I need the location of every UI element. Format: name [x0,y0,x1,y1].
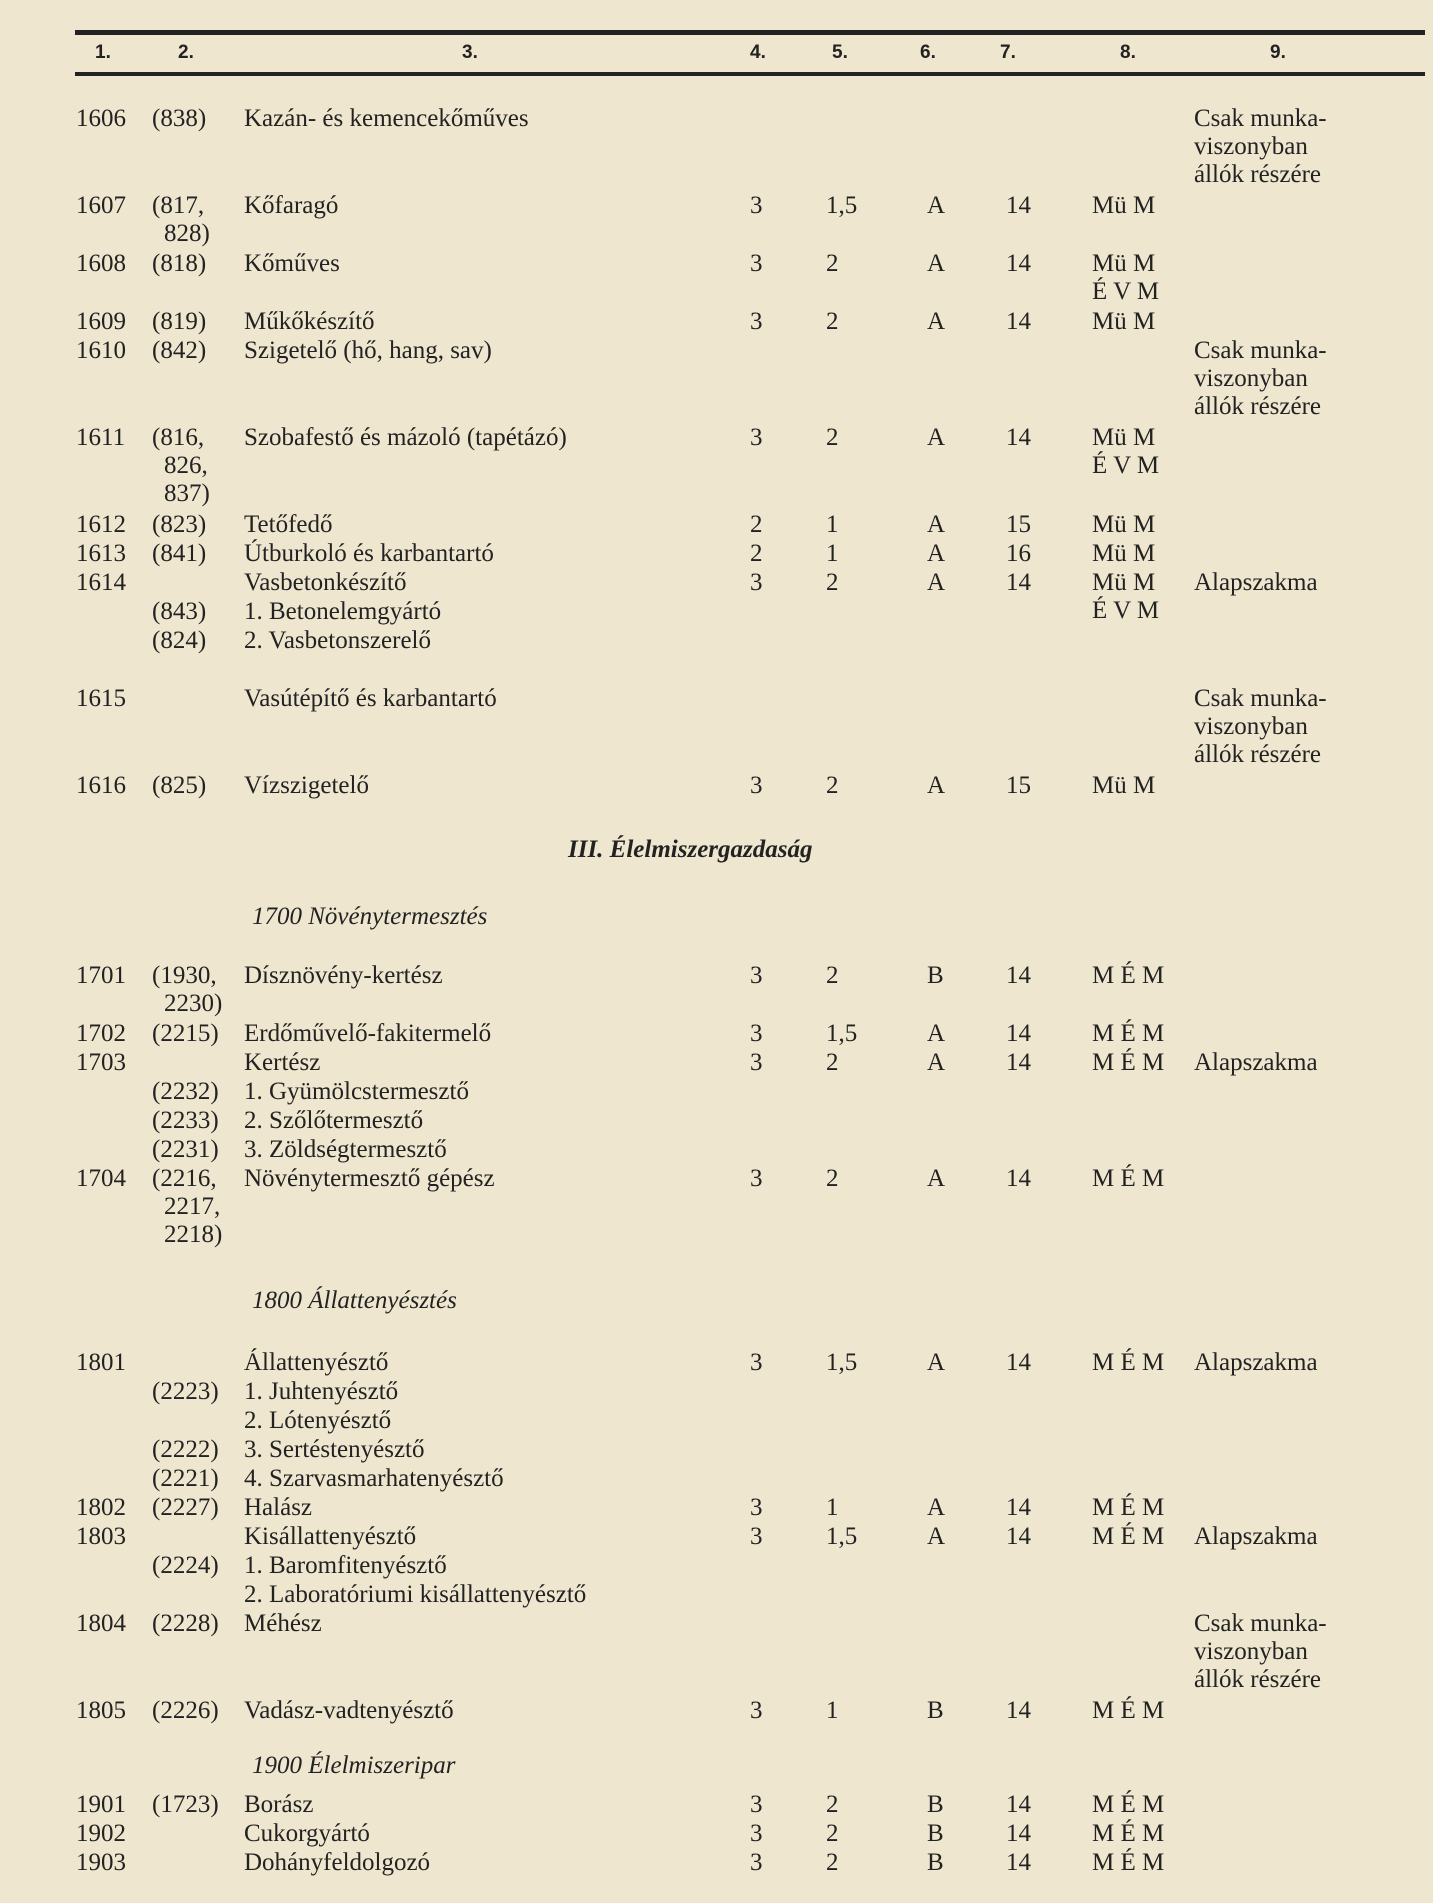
col7-value: 14 [1006,962,1031,989]
ministry-code-line: M É M [1092,962,1165,989]
col5-value: 2 [826,962,839,989]
col5-value: 2 [826,1820,839,1847]
occupation-name: Műkőkészítő [244,308,375,335]
ministry-code [1092,511,1155,539]
remark-line: állók részére [1194,741,1322,768]
old-code-line: (816, [152,424,205,451]
ministry-code [1092,1791,1164,1819]
old-code [152,308,206,336]
col7-value: 14 [1006,569,1031,596]
old-code [152,511,206,539]
occupation-name: 3. Zöldségtermesztő [244,1136,447,1163]
old-code [152,1378,219,1406]
header-col-3: 3. [462,42,478,63]
occupation-name: 4. Szarvasmarhatenyésztő [244,1465,504,1492]
occupation-name: Szigetelő (hő, hang, sav) [244,337,492,364]
header-col-1: 1. [95,42,111,63]
occupation-name: Dohányfeldolgozó [244,1849,431,1876]
col4-value: 3 [750,1049,763,1076]
header-col-9: 9. [1270,42,1286,63]
col6-value: A [927,1523,946,1550]
section-heading: 1700 Növénytermesztés [252,903,488,930]
occupation-name: Útburkoló és karbantartó [244,540,494,567]
col4-value: 3 [750,1523,763,1550]
col7-value: 14 [1006,192,1031,219]
col5-value: 2 [826,424,839,451]
occupation-name: 2. Laboratóriumi kisállattenyésztő [244,1581,587,1608]
old-code-line: (2223) [152,1378,219,1405]
old-code-line: 2217, [164,1193,221,1220]
ministry-code [1092,1049,1164,1077]
row-number: 1613 [76,540,126,567]
row-number: 1609 [76,308,126,335]
col4-value: 2 [750,540,763,567]
old-code-line: 2230) [164,990,223,1017]
col5-value: 2 [826,250,839,277]
col6-value: A [927,1349,946,1376]
col4-value: 3 [750,569,763,596]
ministry-code [1092,308,1155,336]
occupation-name: Borász [244,1791,314,1818]
old-code [152,1610,219,1638]
ministry-code-line: M É M [1092,1849,1165,1876]
remark-line: viszonyban [1194,365,1308,392]
remark [1194,1523,1318,1551]
ministry-code-line: M É M [1092,1697,1165,1724]
ministry-code-line: Mü M [1092,308,1156,335]
occupation-name: Erdőművelő-fakitermelő [244,1020,492,1047]
col4-value: 3 [750,962,763,989]
remark-line: állók részére [1194,161,1322,188]
header-col-2: 2. [178,42,194,63]
col4-value: 3 [750,1165,763,1192]
old-code-line: (2227) [152,1494,219,1521]
remark [1194,685,1327,769]
ministry-code-line: Mü M [1092,772,1156,799]
old-code-line: 826, [164,452,208,479]
remark-line: Csak munka- [1194,685,1327,712]
col6-value: A [927,308,946,335]
col5-value: 1,5 [826,1020,858,1047]
row-number: 1610 [76,337,126,364]
col6-value: A [927,250,946,277]
occupation-name: Cukorgyártó [244,1820,370,1847]
col7-value: 16 [1006,540,1031,567]
header-col-8: 8. [1120,42,1136,63]
old-code-line: (2224) [152,1552,219,1579]
occupation-name: Vasútépítő és karbantartó [244,685,497,712]
occupation-name: Vasbetonkészítő [244,569,407,596]
remark-line: Alapszakma [1194,1523,1318,1550]
col6-value: A [927,1020,946,1047]
old-code-line: (824) [152,627,207,654]
row-number: 1616 [76,772,126,799]
col6-value: A [927,1049,946,1076]
occupation-name: Vízszigetelő [244,772,369,799]
occupation-name: Kazán- és kemencekőműves [244,105,529,132]
occupation-name: Növénytermesztő gépész [244,1165,495,1192]
occupation-name: Kőműves [244,250,340,277]
row-number: 1901 [76,1791,126,1818]
remark-line: viszonyban [1194,1638,1308,1665]
header-col-4: 4. [750,42,766,63]
occupation-name: 2. Szőlőtermesztő [244,1107,424,1134]
col6-value: B [927,962,944,989]
col5-value: 2 [826,569,839,596]
row-number: 1802 [76,1494,126,1521]
old-code-line: (817, [152,192,205,219]
ministry-code-line: M É M [1092,1349,1165,1376]
col5-value: 1,5 [826,192,858,219]
remark [1194,337,1327,421]
old-code-line: (825) [152,772,207,799]
old-code-line: (2222) [152,1436,219,1463]
old-code [152,1552,219,1580]
row-number: 1611 [76,424,126,451]
row-number: 1702 [76,1020,126,1047]
ministry-code [1092,1697,1164,1725]
occupation-name: Kertész [244,1049,321,1076]
row-number: 1903 [76,1849,126,1876]
ministry-code-line: É V M [1092,597,1160,624]
row-number: 1612 [76,511,126,538]
occupation-name: Kőfaragó [244,192,339,219]
col5-value: 1 [826,1697,839,1724]
col5-value: 1 [826,511,839,538]
ministry-code [1092,1820,1164,1848]
old-code-line: 828) [164,220,210,247]
col7-value: 14 [1006,1791,1031,1818]
old-code [152,1697,219,1725]
old-code-line: 2218) [164,1221,223,1248]
old-code [152,598,206,626]
ministry-code-line: M É M [1092,1020,1165,1047]
occupation-name: 1. Baromfitenyésztő [244,1552,447,1579]
col4-value: 3 [750,250,763,277]
remark [1194,569,1318,597]
col7-value: 14 [1006,1697,1031,1724]
col7-value: 14 [1006,1849,1031,1876]
old-code [152,192,210,248]
remark-line: állók részére [1194,393,1322,420]
old-code [152,105,206,133]
col4-value: 3 [750,1820,763,1847]
remark-line: állók részére [1194,1666,1322,1693]
occupation-name: 1. Gyümölcstermesztő [244,1078,469,1105]
old-code-line: (838) [152,105,207,132]
ministry-code-line: Mü M [1092,540,1156,567]
top-rule [75,30,1425,35]
row-number: 1805 [76,1697,126,1724]
header-col-6: 6. [920,42,936,63]
col4-value: 3 [750,1494,763,1521]
col6-value: A [927,192,946,219]
col5-value: 2 [826,1791,839,1818]
old-code [152,1465,219,1493]
old-code-line: (842) [152,337,207,364]
ministry-code-line: Mü M [1092,569,1156,596]
ministry-code-line: É V M [1092,452,1160,479]
ministry-code-line: M É M [1092,1820,1165,1847]
col7-value: 14 [1006,424,1031,451]
col4-value: 3 [750,1349,763,1376]
old-code [152,962,222,1018]
ministry-code [1092,192,1155,220]
col4-value: 3 [750,772,763,799]
old-code-line: 837) [164,480,210,507]
old-code [152,1791,219,1819]
ministry-code [1092,424,1159,480]
col5-value: 2 [826,1049,839,1076]
ministry-code [1092,772,1155,800]
old-code-line: (823) [152,511,207,538]
row-number: 1606 [76,105,126,132]
old-code [152,250,206,278]
col4-value: 3 [750,308,763,335]
remark-line: Csak munka- [1194,1610,1327,1637]
old-code-line: (843) [152,598,207,625]
occupation-name: Dísznövény-kertész [244,962,443,989]
header-col-5: 5. [832,42,848,63]
col6-value: A [927,511,946,538]
col6-value: A [927,1165,946,1192]
col4-value: 3 [750,192,763,219]
row-number: 1614 [76,569,126,596]
ministry-code [1092,1849,1164,1877]
row-number: 1701 [76,962,126,989]
ministry-code-line: M É M [1092,1049,1165,1076]
occupation-name: Halász [244,1494,313,1521]
old-code-line: (819) [152,308,207,335]
ministry-code-line: Mü M [1092,511,1156,538]
old-code [152,772,206,800]
row-number: 1704 [76,1165,126,1192]
col7-value: 14 [1006,1165,1031,1192]
old-code [152,337,206,365]
header-bottom-rule [75,72,1425,76]
row-number: 1703 [76,1049,126,1076]
old-code [152,424,210,508]
remark-line: Csak munka- [1194,337,1327,364]
col6-value: B [927,1791,944,1818]
col6-value: A [927,424,946,451]
col6-value: B [927,1697,944,1724]
remark-line: viszonyban [1194,713,1308,740]
col7-value: 14 [1006,1020,1031,1047]
col7-value: 14 [1006,1049,1031,1076]
old-code [152,1494,219,1522]
occupation-name: 2. Vasbetonszerelő [244,627,431,654]
col4-value: 3 [750,1849,763,1876]
row-number: 1804 [76,1610,126,1637]
old-code [152,1436,219,1464]
ministry-code-line: Mü M [1092,424,1156,451]
old-code-line: (2232) [152,1078,219,1105]
col4-value: 3 [750,424,763,451]
remark [1194,1349,1318,1377]
col7-value: 14 [1006,1820,1031,1847]
old-code-line: (2215) [152,1020,219,1047]
old-code-line: (818) [152,250,207,277]
col7-value: 14 [1006,1349,1031,1376]
old-code [152,627,206,655]
col5-value: 2 [826,308,839,335]
old-code-line: (2231) [152,1136,219,1163]
occupation-name: 3. Sertéstenyésztő [244,1436,425,1463]
occupation-name: Kisállattenyésztő [244,1523,417,1550]
col5-value: 1 [826,540,839,567]
ministry-code-line: É V M [1092,278,1160,305]
section-heading: 1800 Állattenyésztés [252,1287,457,1314]
ministry-code-line: Mü M [1092,250,1156,277]
old-code-line: (841) [152,540,207,567]
header-col-7: 7. [1000,42,1016,63]
col5-value: 2 [826,1849,839,1876]
occupation-name: Állattenyésztő [244,1349,389,1376]
ministry-code [1092,1020,1164,1048]
remark [1194,1049,1318,1077]
col6-value: A [927,569,946,596]
col4-value: 3 [750,1697,763,1724]
old-code [152,1136,219,1164]
ministry-code [1092,1349,1164,1377]
old-code-line: (1930, [152,962,217,989]
row-number: 1801 [76,1349,126,1376]
old-code-line: (2216, [152,1165,217,1192]
old-code [152,1107,219,1135]
col7-value: 14 [1006,1494,1031,1521]
row-number: 1608 [76,250,126,277]
ministry-code-line: Mü M [1092,192,1156,219]
old-code [152,1078,219,1106]
old-code-line: (2233) [152,1107,219,1134]
row-number: 1615 [76,685,126,712]
ministry-code-line: M É M [1092,1791,1165,1818]
col7-value: 14 [1006,1523,1031,1550]
row-number: 1607 [76,192,126,219]
section-heading: III. Élelmiszergazdaság [568,836,813,863]
ministry-code-line: M É M [1092,1494,1165,1521]
remark [1194,105,1327,189]
col5-value: 2 [826,772,839,799]
old-code [152,1020,219,1048]
old-code-line: (1723) [152,1791,219,1818]
ministry-code [1092,569,1159,625]
col6-value: A [927,540,946,567]
remark-line: Alapszakma [1194,1049,1318,1076]
ministry-code-line: M É M [1092,1523,1165,1550]
remark-line: Csak munka- [1194,105,1327,132]
old-code-line: (2226) [152,1697,219,1724]
occupation-name: Méhész [244,1610,322,1637]
ministry-code [1092,1523,1164,1551]
remark [1194,1610,1327,1694]
col4-value: 3 [750,1020,763,1047]
occupation-name: 2. Lótenyésztő [244,1407,392,1434]
ministry-code [1092,540,1155,568]
col5-value: 1,5 [826,1523,858,1550]
old-code-line: (2221) [152,1465,219,1492]
col7-value: 15 [1006,772,1031,799]
section-heading: 1900 Élelmiszeripar [252,1752,456,1779]
remark-line: Alapszakma [1194,1349,1318,1376]
col6-value: A [927,772,946,799]
ministry-code-line: M É M [1092,1165,1165,1192]
col5-value: 1,5 [826,1349,858,1376]
col5-value: 2 [826,1165,839,1192]
old-code [152,540,206,568]
col5-value: 1 [826,1494,839,1521]
col7-value: 14 [1006,250,1031,277]
occupation-name: 1. Juhtenyésztő [244,1378,399,1405]
col6-value: B [927,1820,944,1847]
ministry-code [1092,962,1164,990]
col7-value: 15 [1006,511,1031,538]
occupation-name: Vadász-vadtenyésztő [244,1697,454,1724]
remark-line: Alapszakma [1194,569,1318,596]
occupation-name: Tetőfedő [244,511,333,538]
ministry-code [1092,250,1159,306]
old-code [152,1165,222,1249]
occupation-name: Szobafestő és mázoló (tapétázó) [244,424,567,451]
col6-value: B [927,1849,944,1876]
occupation-name: 1. Betonelemgyártó [244,598,442,625]
row-number: 1803 [76,1523,126,1550]
row-number: 1902 [76,1820,126,1847]
ministry-code [1092,1494,1164,1522]
col4-value: 2 [750,511,763,538]
col4-value: 3 [750,1791,763,1818]
col6-value: A [927,1494,946,1521]
remark-line: viszonyban [1194,133,1308,160]
old-code-line: (2228) [152,1610,219,1637]
ministry-code [1092,1165,1164,1193]
col7-value: 14 [1006,308,1031,335]
